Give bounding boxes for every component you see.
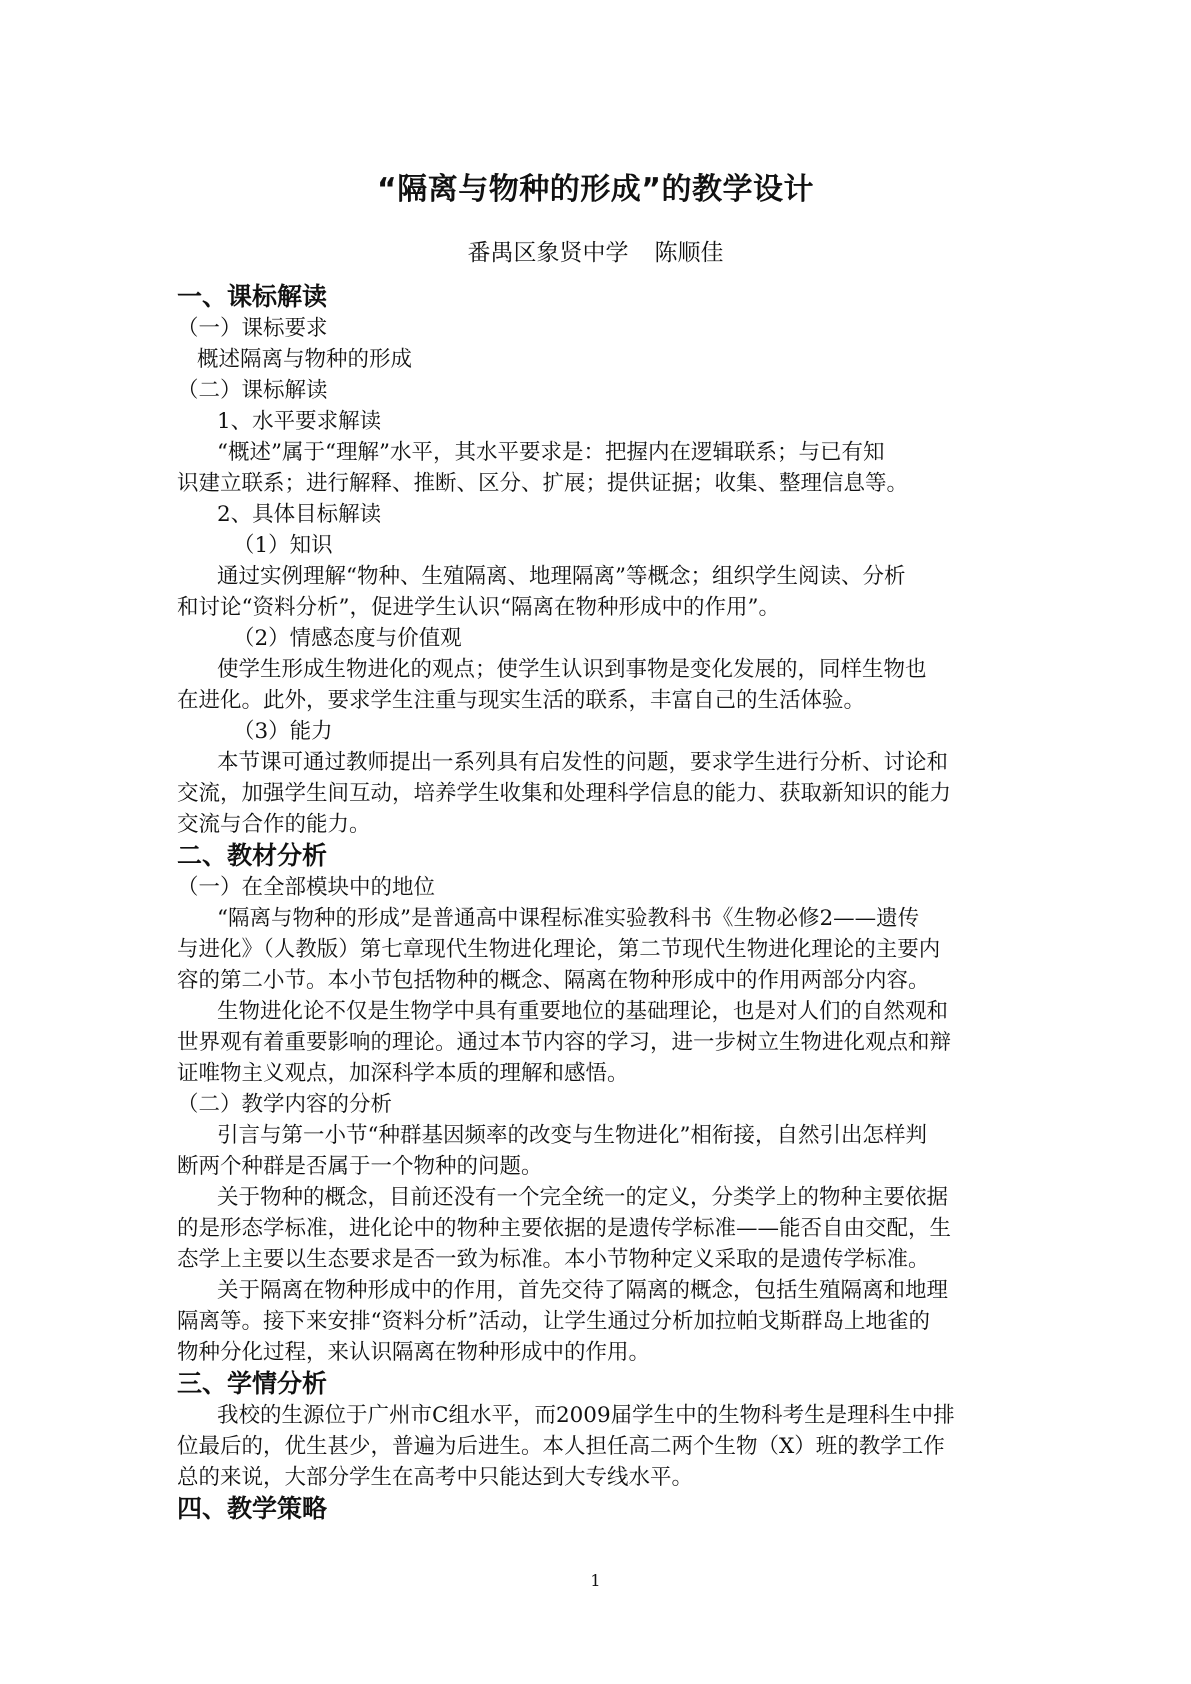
text-line: “概述”属于“理解”水平，其水平要求是：把握内在逻辑联系；与已有知 bbox=[217, 440, 885, 465]
document-title: “隔离与物种的形成”的教学设计 bbox=[377, 172, 814, 207]
page-number: 1 bbox=[590, 1571, 601, 1590]
text-line: 隔离等。接下来安排“资料分析”活动，让学生通过分析加拉帕戈斯群岛上地雀的 bbox=[177, 1309, 930, 1334]
text-line: （1）知识 bbox=[233, 533, 333, 558]
author-name: 陈顺佳 bbox=[654, 240, 724, 266]
text-line: 世界观有着重要影响的理论。通过本节内容的学习，进一步树立生物进化观点和辩 bbox=[177, 1030, 952, 1055]
author-line bbox=[0, 237, 1191, 269]
text-line: 物种分化过程，来认识隔离在物种形成中的作用。 bbox=[177, 1340, 651, 1365]
text-line: 引言与第一小节“种群基因频率的改变与生物进化”相衔接，自然引出怎样判 bbox=[217, 1123, 927, 1148]
text-line: 与进化》（人教版）第七章现代生物进化理论，第二节现代生物进化理论的主要内 bbox=[177, 937, 941, 962]
author-school: 番禺区象贤中学 bbox=[467, 240, 629, 266]
section-heading: 二、教材分析 bbox=[177, 841, 328, 870]
text-line: 关于物种的概念，目前还没有一个完全统一的定义，分类学上的物种主要依据 bbox=[217, 1185, 949, 1210]
text-line: 使学生形成生物进化的观点；使学生认识到事物是变化发展的，同样生物也 bbox=[217, 657, 927, 682]
text-line: 和讨论“资料分析”，促进学生认识“隔离在物种形成中的作用”。 bbox=[177, 595, 780, 620]
text-line: 关于隔离在物种形成中的作用，首先交待了隔离的概念，包括生殖隔离和地理 bbox=[217, 1278, 949, 1303]
text-line: 断两个种群是否属于一个物种的问题。 bbox=[177, 1154, 543, 1179]
text-line: 交流，加强学生间互动，培养学生收集和处理科学信息的能力、获取新知识的能力 bbox=[177, 781, 952, 806]
text-line: 位最后的，优生甚少，普遍为后进生。本人担任高二两个生物（X）班的教学工作 bbox=[177, 1434, 945, 1459]
section-heading: 四、教学策略 bbox=[177, 1494, 328, 1523]
text-line: 通过实例理解“物种、生殖隔离、地理隔离”等概念；组织学生阅读、分析 bbox=[217, 564, 906, 589]
text-line: 容的第二小节。本小节包括物种的概念、隔离在物种形成中的作用两部分内容。 bbox=[177, 968, 930, 993]
text-line: 生物进化论不仅是生物学中具有重要地位的基础理论，也是对人们的自然观和 bbox=[217, 999, 949, 1024]
text-line: 识建立联系；进行解释、推断、区分、扩展；提供证据；收集、整理信息等。 bbox=[177, 471, 909, 496]
document-body bbox=[177, 281, 1041, 1525]
text-line: 总的来说，大部分学生在高考中只能达到大专线水平。 bbox=[177, 1465, 694, 1490]
text-line: 态学上主要以生态要求是否一致为标准。本小节物种定义采取的是遗传学标准。 bbox=[177, 1247, 930, 1272]
text-line: 在进化。此外，要求学生注重与现实生活的联系，丰富自己的生活体验。 bbox=[177, 688, 866, 713]
text-line: （2）情感态度与价值观 bbox=[233, 626, 462, 651]
text-line: （一）课标要求 bbox=[177, 316, 328, 341]
text-line: （二）教学内容的分析 bbox=[177, 1092, 393, 1117]
text-line: 本节课可通过教师提出一系列具有启发性的问题，要求学生进行分析、讨论和 bbox=[217, 750, 949, 775]
text-line: 交流与合作的能力。 bbox=[177, 812, 371, 837]
text-line: 我校的生源位于广州市C组水平，而2009届学生中的生物科考生是理科生中排 bbox=[217, 1403, 955, 1428]
text-line: （3）能力 bbox=[233, 719, 333, 744]
text-line: “隔离与物种的形成”是普通高中课程标准实验教科书《生物必修2——遗传 bbox=[217, 906, 920, 931]
text-line: 证唯物主义观点，加深科学本质的理解和感悟。 bbox=[177, 1061, 629, 1086]
text-line: 2、具体目标解读 bbox=[217, 502, 382, 527]
section-heading: 三、学情分析 bbox=[177, 1369, 328, 1398]
text-line: 概述隔离与物种的形成 bbox=[197, 347, 413, 372]
text-line: 的是形态学标准，进化论中的物种主要依据的是遗传学标准——能否自由交配，生 bbox=[177, 1216, 952, 1241]
text-line: （一）在全部模块中的地位 bbox=[177, 875, 436, 900]
text-line: （二）课标解读 bbox=[177, 378, 328, 403]
section-heading: 一、课标解读 bbox=[177, 282, 328, 311]
text-line: 1、水平要求解读 bbox=[217, 409, 382, 434]
